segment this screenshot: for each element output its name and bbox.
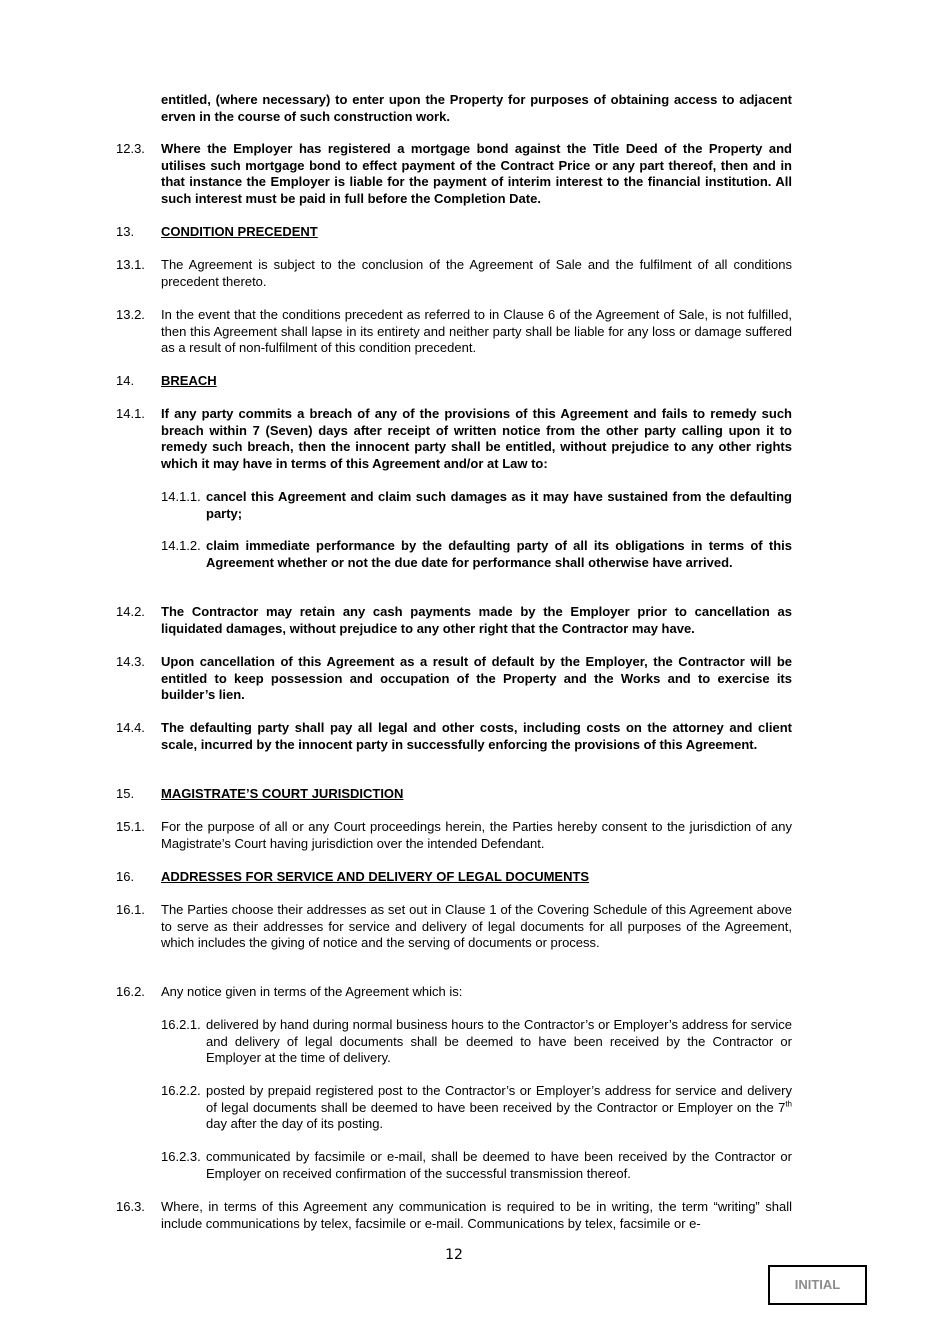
clause-text: For the purpose of all or any Court proceedings herein, the Parties hereby consent to the jurisdiction of any Magistrate’s Court having jurisdiction over the intended Defendant. — [161, 819, 792, 851]
clause-number: 16.2.1. — [161, 1017, 201, 1032]
clause-text: posted by prepaid registered post to the Contractor’s or Employer’s address for service and delivery of legal documents shall be deemed to have been received by the Contractor or Employer on the 7th day after the day of its posting. — [206, 1083, 792, 1132]
page-number: 12 — [445, 1247, 463, 1263]
clause-text: communicated by facsimile or e-mail, shall be deemed to have been received by the Contractor or Employer on received confirmation of the successful transmission thereof. — [206, 1149, 792, 1181]
clause-number: 16.1. — [116, 902, 145, 917]
section-title: ADDRESSES FOR SERVICE AND DELIVERY OF LEGAL DOCUMENTS — [161, 869, 590, 884]
clause-text: The defaulting party shall pay all legal and other costs, including costs on the attorney and client scale, incurred by the innocent party in successfully enforcing the provisions of this Agreement. — [161, 720, 792, 752]
clause-16-3 — [116, 1199, 792, 1232]
clause-number: 13.1. — [116, 257, 145, 272]
clause-13-2 — [116, 307, 792, 357]
clause-number: 16.2.2. — [161, 1083, 201, 1098]
clause-number: 16.2. — [116, 984, 145, 999]
section-title: BREACH — [161, 373, 217, 388]
clause-16-2-1 — [161, 1017, 792, 1067]
clause-14-1-1 — [161, 489, 792, 522]
clause-text: The Agreement is subject to the conclusion of the Agreement of Sale and the fulfilment of all conditions precedent thereto. — [161, 257, 792, 289]
section-13-heading — [116, 224, 792, 241]
clause-16-1 — [116, 902, 792, 952]
clause-15-1 — [116, 819, 792, 852]
clause-number: 13.2. — [116, 307, 145, 322]
section-number: 15. — [116, 786, 135, 801]
clause-text: Upon cancellation of this Agreement as a result of default by the Employer, the Contractor will be entitled to keep possession and occupation of the Property and the Works and to exercise its builder’s lien. — [161, 654, 792, 703]
clause-text: The Contractor may retain any cash payments made by the Employer prior to cancellation as liquidated damages, without prejudice to any other right that the Contractor may have. — [161, 604, 792, 636]
superscript: th — [785, 1099, 792, 1109]
section-title: MAGISTRATE’S COURT JURISDICTION — [161, 786, 404, 801]
clause-14-4 — [116, 720, 792, 753]
clause-14-2 — [116, 604, 792, 637]
clause-number: 15.1. — [116, 819, 145, 834]
clause-text: claim immediate performance by the defaulting party of all its obligations in terms of this Agreement whether or not the due date for performance shall otherwise have arrived. — [206, 538, 792, 570]
section-number: 14. — [116, 373, 135, 388]
clause-text: In the event that the conditions precedent as referred to in Clause 6 of the Agreement of Sale, is not fulfilled, then this Agreement shall lapse in its entirety and neither party shall be liable for any loss or damage suffered as a result of non-fulfilment of this condition precedent. — [161, 307, 792, 356]
section-title: CONDITION PRECEDENT — [161, 224, 318, 239]
clause-16-2 — [116, 984, 792, 1001]
clause-text: The Parties choose their addresses as set out in Clause 1 of the Covering Schedule of this Agreement above to serve as their addresses for service and delivery of legal documents for all purposes of the Agreement, which includes the giving of notice and the serving of documents or process. — [161, 902, 792, 951]
initial-box — [768, 1265, 867, 1305]
clause-14-1 — [116, 406, 792, 472]
initial-label: INITIAL — [794, 1276, 841, 1292]
clause-number: 12.3. — [116, 141, 145, 156]
section-14-heading — [116, 373, 792, 390]
clause-14-1-2 — [161, 538, 792, 571]
clause-number: 14.1.1. — [161, 489, 201, 504]
continuation-paragraph: entitled, (where necessary) to enter upon the Property for purposes of obtaining access to adjacent erven in the course of such construction work. — [161, 92, 792, 124]
clause-number: 14.1. — [116, 406, 145, 421]
clause-16-2-2 — [161, 1083, 792, 1133]
clause-number: 16.2.3. — [161, 1149, 201, 1164]
clause-16-2-3 — [161, 1149, 792, 1182]
clause-number: 14.2. — [116, 604, 145, 619]
clause-number: 14.1.2. — [161, 538, 201, 553]
section-16-heading — [116, 869, 792, 886]
clause-text: cancel this Agreement and claim such damages as it may have sustained from the defaulting party; — [206, 489, 792, 521]
clause-13-1 — [116, 257, 792, 290]
clause-text: Any notice given in terms of the Agreement which is: — [161, 984, 463, 999]
section-number: 13. — [116, 224, 135, 239]
clause-12-3 — [116, 141, 792, 207]
clause-text: delivered by hand during normal business hours to the Contractor’s or Employer’s address for service and delivery of legal documents shall be deemed to have been received by the Contractor or Employer at the time of delivery. — [206, 1017, 792, 1066]
section-15-heading — [116, 786, 792, 803]
clause-number: 14.3. — [116, 654, 145, 669]
section-number: 16. — [116, 869, 135, 884]
clause-text: Where the Employer has registered a mortgage bond against the Title Deed of the Property and utilises such mortgage bond to effect payment of the Contract Price or any part thereof, then and in that instance the Employer is liable for the payment of interim interest to the financial institution. All such interest must be paid in full before the Completion Date. — [161, 141, 792, 206]
clause-number: 16.3. — [116, 1199, 145, 1214]
clause-number: 14.4. — [116, 720, 145, 735]
clause-text: If any party commits a breach of any of the provisions of this Agreement and fails to remedy such breach within 7 (Seven) days after receipt of written notice from the other party calling upon it to remedy such breach, then the innocent party shall be entitled, without prejudice to any other rights which it may have in terms of this Agreement and/or at Law to: — [161, 406, 792, 471]
clause-14-3 — [116, 654, 792, 704]
clause-text: Where, in terms of this Agreement any communication is required to be in writing, the term “writing” shall include communications by telex, facsimile or e-mail. Communications by telex, facsimile or e- — [161, 1199, 792, 1231]
